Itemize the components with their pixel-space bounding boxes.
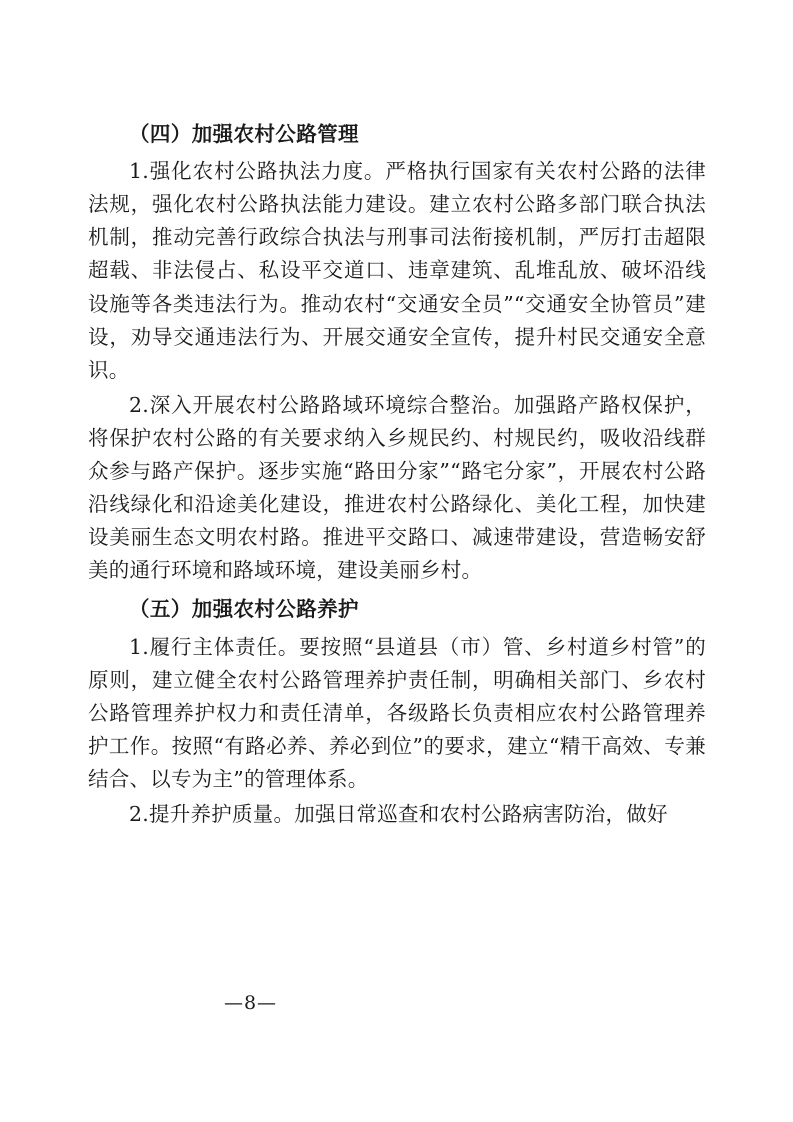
- paragraph-1-enforcement: 1.强化农村公路执法力度。严格执行国家有关农村公路的法律法规，强化农村公路执法能力建设。建立农村公路多部门联合执法机制，推动完善行政综合执法与刑事司法衔接机制，严厉打击超限超载、非法侵占、私设平交道口、违章建筑、乱堆乱放、破坏沿线设施等各类违法行为。推动农村“交通安全员”“交通安全协管员”建设，劝导交通违法行为、开展交通安全宣传，提升村民交通安全意识。: [88, 159, 706, 382]
- paragraph-3-responsibility: 1.履行主体责任。要按照“县道县（市）管、乡村道乡村管”的原则，建立健全农村公路管理养护责任制，明确相关部门、乡农村公路管理养护权力和责任清单，各级路长负责相应农村公路管理养护工作。按照“有路必养、养必到位”的要求，建立“精干高效、专兼结合、以专为主”的管理体系。: [88, 634, 706, 791]
- paragraph-2-environment: 2.深入开展农村公路路域环境综合整治。加强路产路权保护，将保护农村公路的有关要求纳入乡规民约、村规民约，吸收沿线群众参与路产保护。逐步实施“路田分家”“路宅分家”，开展农村公路沿线绿化和沿途美化建设，推进农村公路绿化、美化工程，加快建设美丽生态文明农村路。推进平交路口、减速带建设，营造畅安舒美的通行环境和路域环境，建设美丽乡村。: [88, 392, 706, 583]
- paragraph-4-maintenance-quality: 2.提升养护质量。加强日常巡查和农村公路病害防治，做好: [129, 802, 668, 827]
- section-heading-four: （四）加强农村公路管理: [129, 122, 359, 146]
- page-number-value: —8—: [223, 992, 278, 1014]
- document-body: [88, 118, 706, 831]
- section-heading-five: （五）加强农村公路养护: [129, 597, 359, 622]
- page-number: [0, 992, 793, 1014]
